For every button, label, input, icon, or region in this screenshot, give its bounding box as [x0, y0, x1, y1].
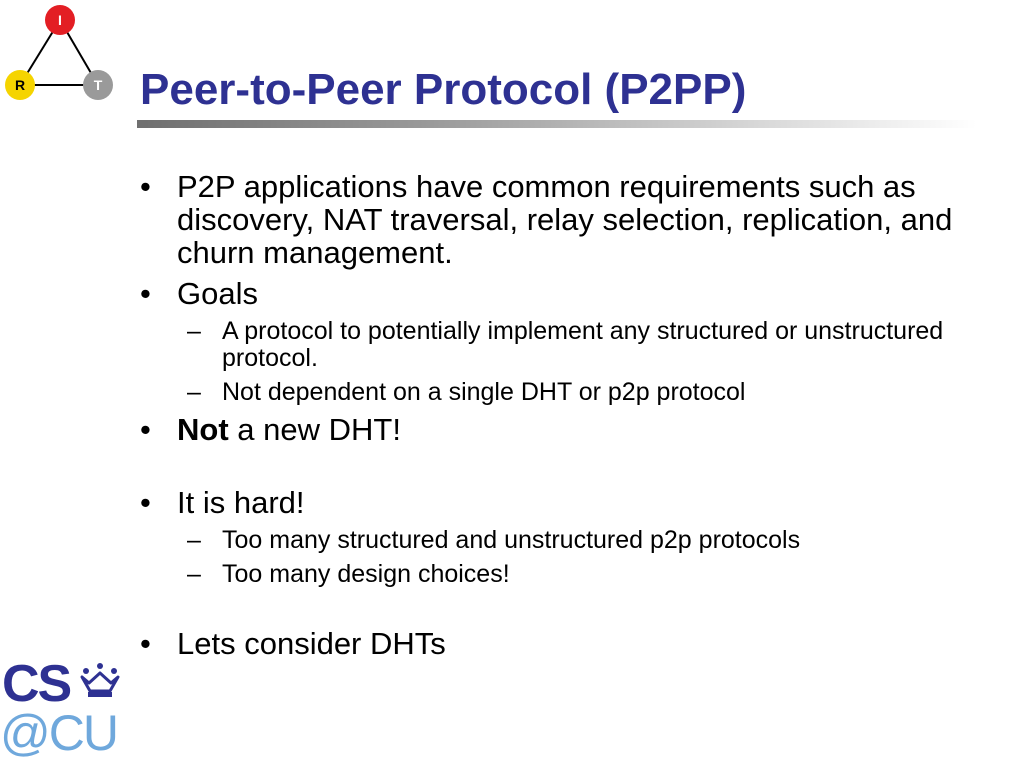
bullet-item [140, 627, 980, 660]
sub-bullet-item [140, 379, 980, 406]
dash-marker: – [187, 526, 201, 554]
bullet-text: a new DHT! [228, 412, 401, 447]
bullet-marker: • [140, 169, 151, 204]
dash-marker: – [187, 560, 201, 588]
node-r-label: R [14, 77, 26, 93]
bullet-marker: • [140, 626, 151, 661]
dash-marker: – [187, 378, 201, 406]
node-t-label: T [93, 77, 103, 93]
bullet-marker: • [140, 276, 151, 311]
bullet-item [140, 413, 980, 446]
sub-bullet-text: A protocol to potentially implement any structured or unstructured protocol. [222, 317, 944, 372]
bullet-text: Goals [177, 276, 258, 311]
cu-logo-text: @CU [0, 705, 117, 761]
bullet-bold-text: Not [177, 412, 229, 447]
slide-body [140, 170, 980, 668]
irt-triangle-icon [0, 0, 125, 110]
bullet-text: Lets consider DHTs [177, 626, 446, 661]
bullet-marker: • [140, 485, 151, 520]
bullet-item [140, 277, 980, 310]
sub-bullet-text: Not dependent on a single DHT or p2p protocol [222, 378, 746, 406]
bullet-item [140, 486, 980, 519]
sub-bullet-item [140, 318, 980, 372]
node-i-label: I [58, 12, 62, 28]
dash-marker: – [187, 317, 201, 345]
cs-logo-text: CS [2, 655, 71, 713]
bullet-text: P2P applications have common requirements such as discovery, NAT traversal, relay selection, replication, and churn management. [177, 169, 953, 270]
sub-bullet-text: Too many structured and unstructured p2p protocols [222, 526, 801, 554]
title-underline [137, 120, 977, 128]
sub-bullet-text: Too many design choices! [222, 560, 510, 588]
irt-logo [0, 0, 125, 110]
cs-cu-logo [0, 655, 125, 765]
slide-title: Peer-to-Peer Protocol (P2PP) [140, 65, 747, 114]
crown-icon [78, 661, 122, 701]
bullet-item [140, 170, 980, 269]
bullet-text: It is hard! [177, 485, 305, 520]
sub-bullet-item [140, 527, 980, 554]
sub-bullet-item [140, 561, 980, 588]
bullet-marker: • [140, 412, 151, 447]
